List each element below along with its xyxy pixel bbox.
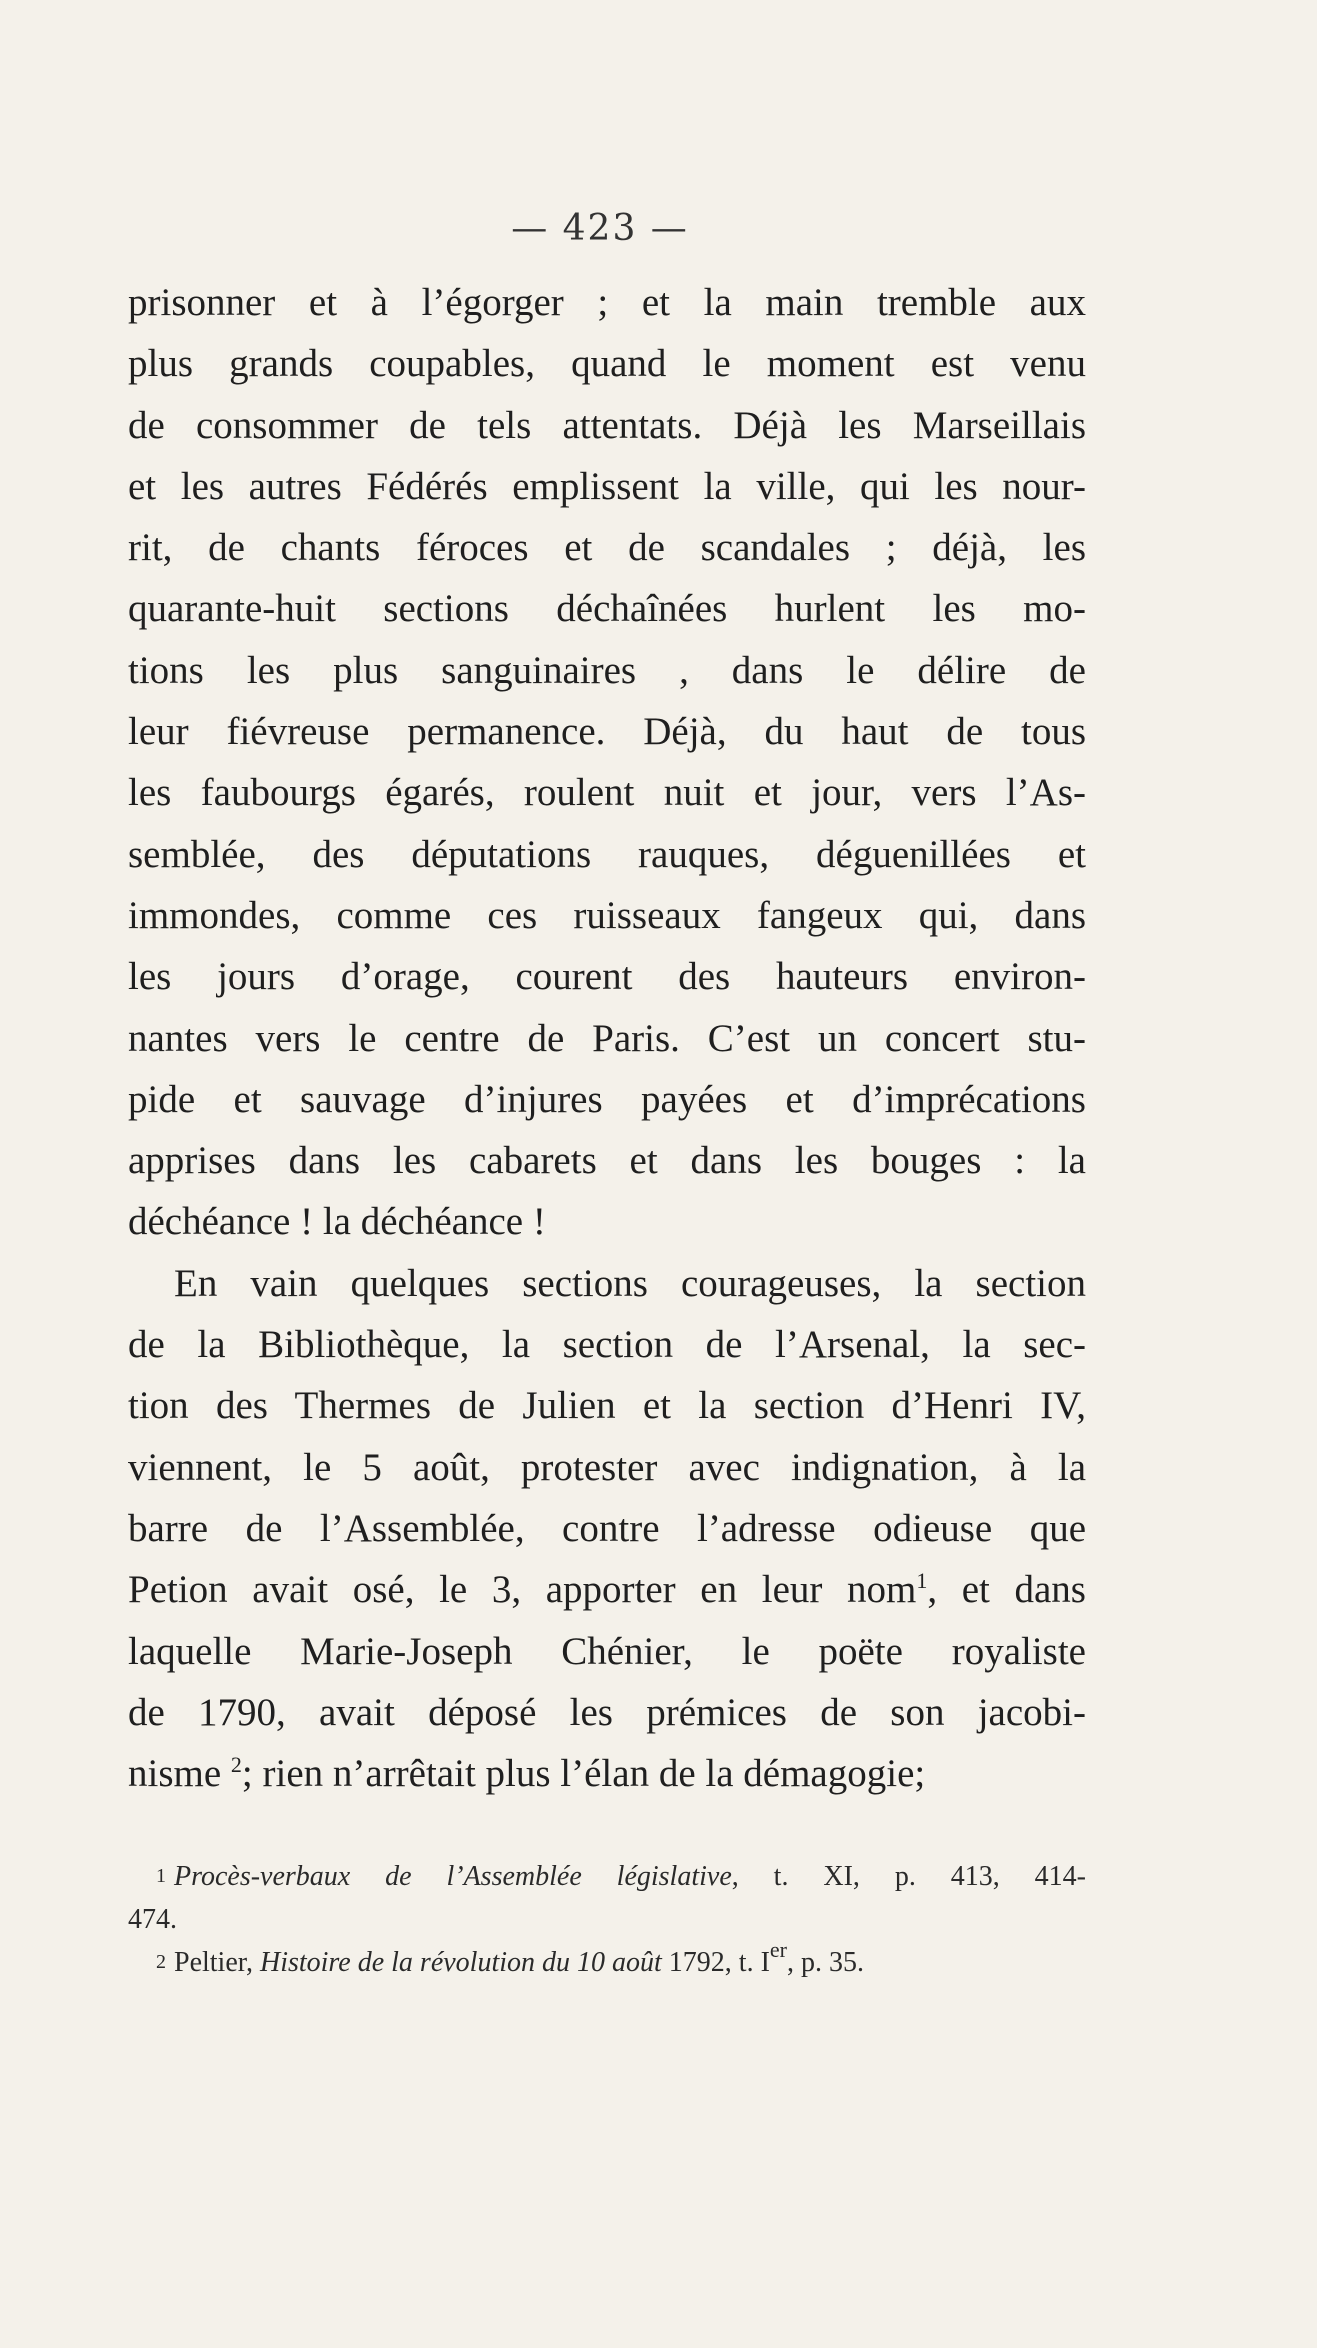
text-line: apprises dans les cabarets et dans les bouges : la [128, 1139, 1086, 1183]
text-line: barre de l’Assemblée, contre l’adresse odieuse que [128, 1506, 1086, 1550]
text-fragment: Petion avait osé, le 3, apporter en leur nom [128, 1568, 917, 1612]
text-line: plus grands coupables, quand le moment est venu [128, 342, 1086, 386]
text-line-with-note [128, 1743, 1086, 1804]
text-line: En vain quelques sections courageuses, la section [174, 1261, 1086, 1305]
text-line: semblée, des députations rauques, déguenillées et [128, 832, 1086, 876]
footnote-title: Procès-verbaux de l’Assemblée législative [174, 1861, 732, 1892]
text-line: les jours d’orage, courent des hauteurs environ- [128, 955, 1086, 999]
text-fragment: nisme [128, 1752, 222, 1796]
footnote-text: , p. 35. [787, 1947, 864, 1978]
footnote-1-cont: 474. [128, 1904, 177, 1935]
footnote-ref-2[interactable]: 2 [230, 1752, 242, 1778]
text-line: quarante-huit sections déchaînées hurlent les mo- [128, 587, 1086, 631]
text-fragment: , et dans [927, 1568, 1086, 1612]
body-text [128, 272, 1086, 1804]
text-line: immondes, comme ces ruisseaux fangeux qui, dans [128, 893, 1086, 937]
footnote-ref-1[interactable]: 1 [916, 1568, 928, 1594]
footnote-number: 2 [156, 1951, 166, 1973]
text-line: nantes vers le centre de Paris. C’est un concert stu- [128, 1016, 1086, 1060]
text-line: les faubourgs égarés, roulent nuit et jour, vers l’As- [128, 771, 1086, 815]
text-line: leur fiévreuse permanence. Déjà, du haut de tous [128, 710, 1086, 754]
text-line: viennent, le 5 août, protester avec indignation, à la [128, 1445, 1086, 1489]
text-line: tion des Thermes de Julien et la section d’Henri IV, [128, 1384, 1086, 1428]
footnote-number: 1 [156, 1865, 166, 1887]
text-line: pide et sauvage d’injures payées et d’imprécations [128, 1077, 1086, 1121]
text-line: de la Bibliothèque, la section de l’Arsenal, la sec- [128, 1323, 1086, 1367]
footnote-text: 1792, t. I [661, 1947, 770, 1978]
footnote-title: Histoire de la révolution du 10 août [259, 1947, 662, 1978]
text-line: tions les plus sanguinaires , dans le délire de [128, 648, 1086, 692]
text-line-with-note [128, 1559, 1086, 1620]
text-line: laquelle Marie-Joseph Chénier, le poëte royaliste [128, 1629, 1086, 1673]
footnotes [128, 1855, 1086, 1984]
footnote-text: , t. XI, p. 413, 414- [731, 1861, 1086, 1892]
footnote-author: Peltier, [174, 1947, 260, 1978]
text-fragment: ; rien n’arrêtait plus l’élan de la démagogie; [241, 1752, 926, 1796]
text-line: de consommer de tels attentats. Déjà les Marseillais [128, 403, 1086, 447]
footnote-2 [128, 1937, 1086, 1984]
text-line: prisonner et à l’égorger ; et la main tremble aux [128, 281, 1086, 324]
footnote-sup: er [769, 1937, 787, 1962]
text-line: déchéance ! la déchéance ! [128, 1200, 546, 1244]
text-line: et les autres Fédérés emplissent la ville, qui les nour- [128, 464, 1086, 508]
page-number: — 423 — [511, 208, 689, 249]
text-line: rit, de chants féroces et de scandales ; déjà, les [128, 526, 1086, 570]
footnote-1 [128, 1855, 1086, 1898]
text-line: de 1790, avait déposé les prémices de son jacobi- [128, 1690, 1086, 1734]
